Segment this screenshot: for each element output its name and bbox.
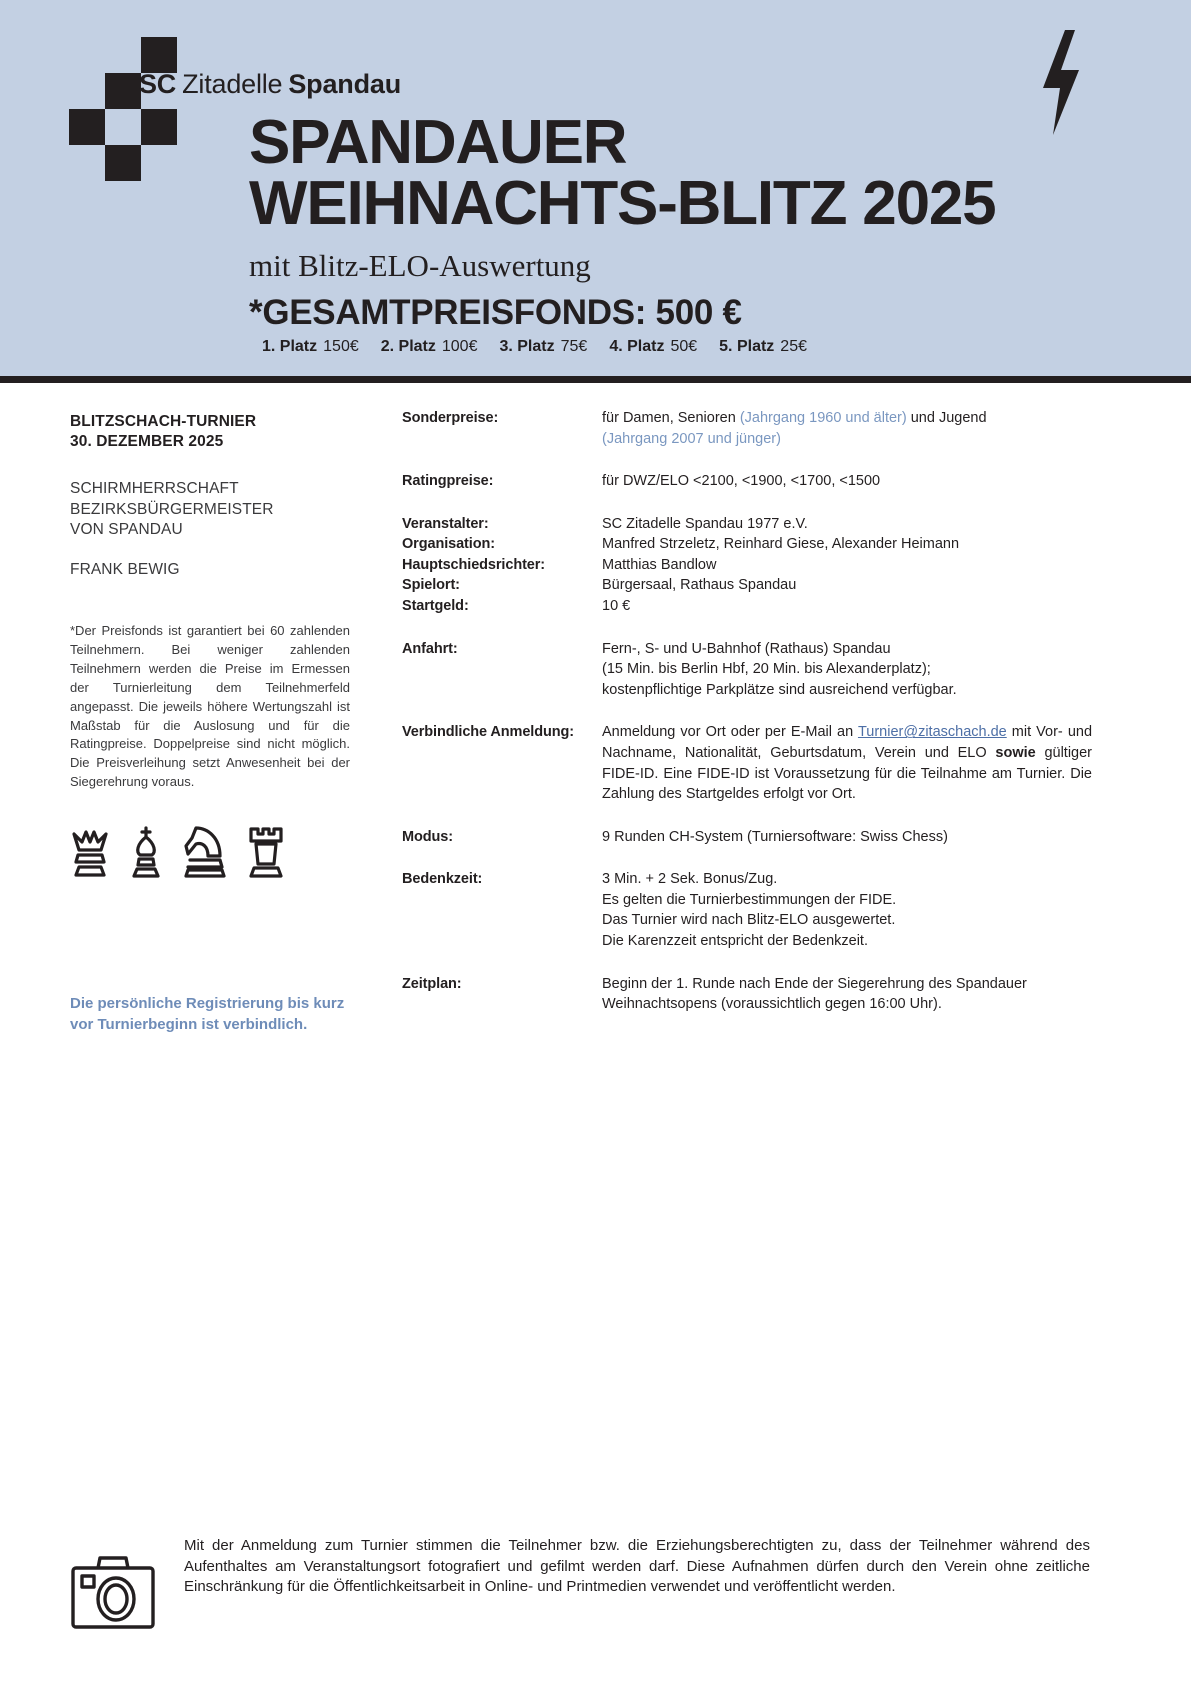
logo-square	[105, 73, 141, 109]
schiedsrichter-label: Hauptschiedsrichter:	[402, 556, 546, 573]
prize-breakdown-row	[262, 338, 807, 356]
event-date: 30. DEZEMBER 2025	[70, 433, 224, 451]
header-divider-rule	[0, 376, 1191, 383]
bedenkzeit-line-4: Die Karenzzeit entspricht der Bedenkzeit.	[602, 932, 868, 949]
prize-fund-footnote: *Der Preisfonds ist garantiert bei 60 zahlenden Teilnehmern. Bei weniger zahlenden Teilnehmern werden die Preise im Ermessen der Turnierleitung dem Teilnehmerfeld angepasst. Die jeweils höhere Wertungszahl ist Maßstab für die Auslosung und für die Ratingpreise. Doppelpreise sind nicht möglich. Die Preisverleihung setzt Anwesenheit bei der Siegerehrung voraus.	[70, 623, 350, 790]
prize-amount-1: 150€	[323, 338, 359, 355]
details-table	[402, 408, 1092, 1015]
ratingpreise-label: Ratingpreise:	[402, 473, 494, 490]
zeitplan-line-2: Weihnachtsopens (voraussichtlich gegen 16:00 Uhr).	[602, 996, 942, 1013]
zeitplan-line-1: Beginn der 1. Runde nach Ende der Siegerehrung des Spandauer	[602, 975, 1027, 992]
anmeldung-value	[602, 722, 1092, 804]
startgeld-value: 10 €	[602, 598, 631, 615]
detail-row-schiedsrichter	[402, 555, 1092, 576]
ratingpreise-value: für DWZ/ELO <2100, <1900, <1700, <1500	[602, 473, 881, 490]
prize-amount-2: 100€	[441, 338, 478, 355]
prize-place-4: 4. Platz	[609, 338, 665, 355]
bedenkzeit-line-3: Das Turnier wird nach Blitz-ELO ausgewertet.	[602, 912, 896, 929]
detail-row-modus	[402, 827, 1092, 848]
anfahrt-label: Anfahrt:	[402, 640, 458, 657]
prize-place-2: 2. Platz	[380, 338, 436, 355]
zeitplan-value	[602, 974, 1092, 1015]
anmeldung-text-a: Anmeldung vor Ort oder per E-Mail an	[602, 724, 858, 741]
detail-row-anmeldung	[402, 722, 1092, 804]
registration-email-link[interactable]: Turnier@zitaschach.de	[857, 724, 1007, 741]
camera-icon	[70, 1554, 156, 1630]
queen-icon	[70, 824, 110, 878]
rook-icon	[246, 824, 286, 878]
sonderpreise-value	[602, 408, 1092, 449]
zeitplan-label: Zeitplan:	[402, 975, 462, 992]
bedenkzeit-line-1: 3 Min. + 2 Sek. Bonus/Zug.	[602, 871, 778, 888]
organisation-label: Organisation:	[402, 536, 495, 553]
club-logo-text	[139, 69, 401, 100]
detail-row-spielort	[402, 575, 1092, 596]
detail-row-anfahrt	[402, 639, 1092, 701]
detail-row-organisation	[402, 534, 1092, 555]
sonderpreise-text-a: für Damen, Senioren	[602, 410, 740, 426]
club-logo-suffix: Spandau	[288, 69, 401, 99]
poster-title	[249, 108, 1129, 333]
bedenkzeit-value	[602, 869, 1092, 951]
knight-icon	[182, 824, 226, 878]
prize-amount-4: 50€	[670, 338, 698, 355]
logo-square	[141, 109, 177, 145]
anmeldung-label: Verbindliche Anmeldung:	[402, 724, 574, 741]
detail-row-bedenkzeit	[402, 869, 1092, 951]
organisation-value: Manfred Strzeletz, Reinhard Giese, Alexander Heimann	[602, 536, 960, 553]
detail-row-sonderpreise	[402, 408, 1092, 449]
header-banner	[0, 0, 1191, 376]
left-info-column	[70, 412, 350, 878]
modus-value: 9 Runden CH-System (Turniersoftware: Swiss Chess)	[602, 828, 948, 845]
anfahrt-line-2: (15 Min. bis Berlin Hbf, 20 Min. bis Alexanderplatz);	[602, 661, 931, 678]
prize-place-3: 3. Platz	[499, 338, 555, 355]
veranstalter-value: SC Zitadelle Spandau 1977 e.V.	[602, 515, 808, 532]
registration-deadline-note: Die persönliche Registrierung bis kurz vor Turnierbeginn ist verbindlich.	[70, 995, 345, 1034]
anfahrt-line-3: kostenpflichtige Parkplätze sind ausreichend verfügbar.	[602, 681, 957, 698]
sonderpreise-text-b: und Jugend	[906, 410, 987, 426]
startgeld-label: Startgeld:	[402, 598, 469, 615]
photo-consent-footer	[70, 1536, 1090, 1630]
prize-place-5: 5. Platz	[719, 338, 775, 355]
modus-label: Modus:	[402, 828, 453, 845]
anmeldung-text-b: mit Vor- und Nachname, Nationalität, Geburtsdatum, Verein und ELO	[602, 724, 1093, 761]
spielort-label: Spielort:	[402, 577, 460, 594]
prize-place-1: 1. Platz	[262, 338, 318, 355]
detail-row-zeitplan	[402, 974, 1092, 1015]
schiedsrichter-value: Matthias Bandlow	[602, 556, 717, 573]
logo-square	[141, 37, 177, 73]
logo-square	[105, 145, 141, 181]
chess-piece-icon-row	[70, 824, 350, 878]
poster-subtitle: mit Blitz-ELO-Auswertung	[249, 247, 591, 283]
prize-fund-total: *GESAMTPREISFONDS: 500 €	[249, 292, 742, 332]
prize-amount-3: 75€	[560, 338, 588, 355]
anfahrt-value	[602, 639, 1092, 701]
club-logo-prefix: SC	[139, 69, 177, 99]
bedenkzeit-line-2: Es gelten die Turnierbestimmungen der FIDE.	[602, 891, 897, 908]
anfahrt-line-1: Fern-, S- und U-Bahnhof (Rathaus) Spandau	[602, 640, 891, 657]
event-type: BLITZSCHACH-TURNIER	[70, 413, 257, 430]
spielort-value: Bürgersaal, Rathaus Spandau	[602, 577, 797, 594]
title-line-1: SPANDAUER	[249, 108, 627, 177]
title-line-2: WEIHNACHTS-BLITZ 2025	[249, 168, 996, 238]
patron-name: FRANK BEWIG	[70, 560, 180, 578]
logo-square	[69, 109, 105, 145]
veranstalter-label: Veranstalter:	[402, 515, 489, 532]
anmeldung-text-c: gültiger FIDE-ID. Eine FIDE-ID ist Voraussetzung für die Teilnahme am Turnier. Die Zahlung des Startgeldes erfolgt vor Ort.	[602, 744, 1093, 803]
prize-amount-5: 25€	[780, 338, 807, 355]
anmeldung-emphasis: sowie	[995, 744, 1036, 761]
sonderpreise-youth-years: (Jahrgang 2007 und jünger)	[602, 430, 781, 447]
patronage-line-1: SCHIRMHERRSCHAFT	[70, 479, 239, 497]
patronage-line-3: VON SPANDAU	[70, 521, 183, 539]
sonderpreise-label: Sonderpreise:	[402, 410, 499, 426]
bedenkzeit-label: Bedenkzeit:	[402, 871, 483, 888]
detail-row-ratingpreise	[402, 471, 1092, 492]
photo-consent-text: Mit der Anmeldung zum Turnier stimmen die Teilnehmer bzw. die Erziehungsberechtigten zu, dass der Teilnehmer während des Aufenthaltes am Veranstaltungsort fotografiert und gefilmt werden darf. Diese Aufnahmen dürfen durch den Verein ohne zeitliche Einschränkung für die Öffentlichkeitsarbeit in Online- und Printmedien verwendet und veröffentlicht werden.	[184, 1537, 1090, 1596]
patronage-line-2: BEZIRKSBÜRGERMEISTER	[70, 500, 274, 518]
detail-row-veranstalter	[402, 514, 1092, 535]
detail-row-startgeld	[402, 596, 1092, 617]
sonderpreise-senior-years: (Jahrgang 1960 und älter)	[739, 410, 907, 426]
club-logo-mid: Zitadelle	[182, 69, 283, 99]
bishop-icon	[130, 824, 162, 878]
